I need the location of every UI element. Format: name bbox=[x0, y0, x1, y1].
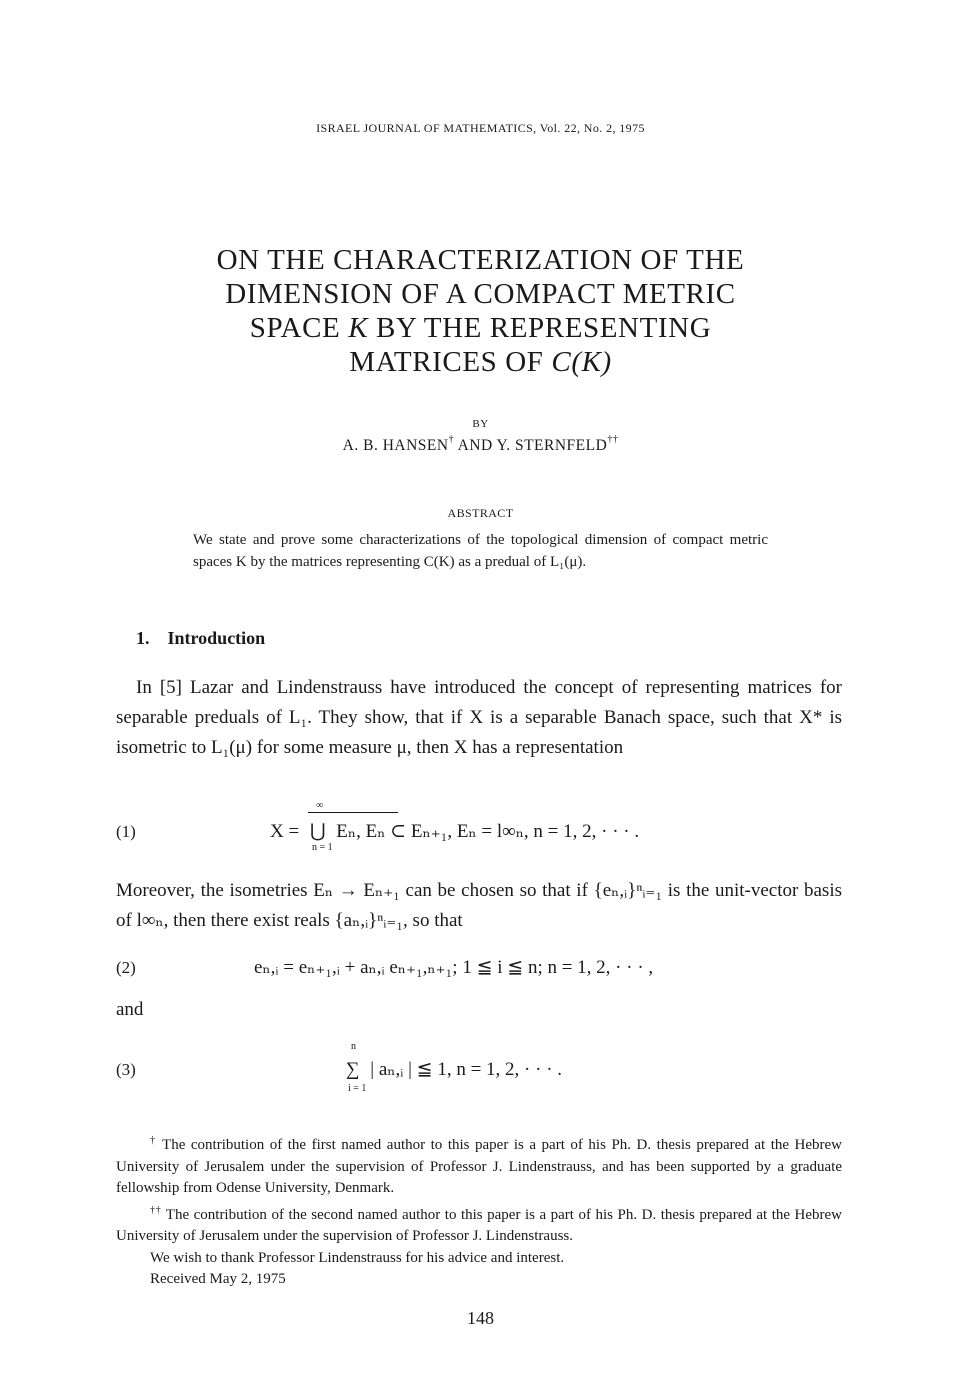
title-line-3-b: BY THE REPRESENTING bbox=[376, 312, 712, 344]
title-line-4 bbox=[0, 345, 961, 379]
union-operator bbox=[309, 800, 333, 853]
byline: BY bbox=[472, 418, 489, 430]
sum-lower-limit: i = 1 bbox=[348, 1083, 367, 1094]
title-line-2: DIMENSION OF A COMPACT METRIC bbox=[225, 278, 736, 310]
equation-3 bbox=[340, 1041, 563, 1094]
author-2-footnote-mark: †† bbox=[607, 434, 619, 445]
received-date: Received May 2, 1975 bbox=[150, 1271, 286, 1287]
closure-overline bbox=[308, 812, 398, 813]
equation-1-label: (1) bbox=[116, 822, 136, 841]
title-line-3 bbox=[0, 311, 961, 345]
author-2: Y. STERNFELD bbox=[496, 437, 608, 454]
paragraph-intro: In [5] Lazar and Lindenstrauss have introduced the concept of representing matrices for separable preduals of L₁. They show, that if X is a separable Banach space, such that X* is isometric to L₁(μ) for some measure μ, then X has a representation bbox=[116, 677, 842, 758]
footnote-2-mark: †† bbox=[150, 1204, 162, 1216]
equation-1-rest: Eₙ, Eₙ ⊂ Eₙ₊₁, Eₙ = l∞ₙ, n = 1, 2, · · · . bbox=[336, 821, 640, 842]
footnote-1-text: The contribution of the first named author to this paper is a part of his Ph. D. thesis prepared at the Hebrew University of Jerusalem under the supervision of Professor J. Lindenstrauss, and has been supported by a graduate fellowship from Odense University, Denmark. bbox=[116, 1137, 843, 1196]
paragraph-moreover: Moreover, the isometries Eₙ → Eₙ₊₁ can be chosen so that if {eₙ,ᵢ}ⁿᵢ₌₁ is the unit-vector basis of l∞ₙ, then there exist reals {aₙ,ᵢ}ⁿᵢ₌₁, so that bbox=[116, 880, 842, 931]
page-number: 148 bbox=[467, 1308, 494, 1328]
title-line-4-a: MATRICES OF bbox=[349, 346, 544, 378]
author-1: A. B. HANSEN bbox=[342, 437, 449, 454]
equation-1 bbox=[270, 800, 640, 853]
title-ck: C(K) bbox=[551, 346, 612, 378]
union-symbol: ⋃ bbox=[309, 821, 326, 842]
paper-title bbox=[0, 243, 961, 379]
equation-1-lhs: X = bbox=[270, 821, 300, 842]
footnote-2-text: The contribution of the second named author to this paper is a part of his Ph. D. thesis prepared at the Hebrew University of Jerusalem under the supervision of Professor J. Lindenstrauss. bbox=[116, 1206, 843, 1244]
union-lower-limit: n = 1 bbox=[311, 842, 333, 853]
author-1-footnote-mark: † bbox=[448, 434, 455, 445]
paragraph-and: and bbox=[116, 999, 144, 1020]
authors-and: AND bbox=[457, 437, 493, 454]
section-heading bbox=[136, 628, 265, 649]
section-number: 1. bbox=[136, 628, 150, 648]
running-head: ISRAEL JOURNAL OF MATHEMATICS, Vol. 22, No. 2, 1975 bbox=[316, 121, 645, 135]
sum-operator bbox=[346, 1041, 367, 1094]
footnote-1-mark: † bbox=[150, 1135, 157, 1146]
sum-symbol: ∑ bbox=[346, 1059, 360, 1080]
equation-3-label: (3) bbox=[116, 1060, 136, 1079]
footnote-2 bbox=[116, 1200, 842, 1248]
footnote-1 bbox=[116, 1130, 842, 1200]
union-upper-limit: ∞ bbox=[315, 800, 324, 811]
acknowledgment: We wish to thank Professor Lindenstrauss for his advice and interest. bbox=[150, 1249, 565, 1266]
abstract-heading: ABSTRACT bbox=[447, 506, 514, 520]
title-k: K bbox=[348, 312, 369, 344]
authors bbox=[0, 434, 961, 455]
title-line-1: ON THE CHARACTERIZATION OF THE bbox=[216, 244, 745, 276]
footnotes bbox=[116, 1130, 842, 1291]
abstract-text: We state and prove some characterizations of the topological dimension of compact metric spaces K by the matrices representing C(K) as a predual of L₁(μ). bbox=[193, 532, 768, 570]
sum-upper-limit: n bbox=[351, 1041, 356, 1052]
section-title: Introduction bbox=[167, 628, 266, 648]
equation-2: eₙ,ᵢ = eₙ₊₁,ᵢ + aₙ,ᵢ eₙ₊₁,ₙ₊₁; 1 ≦ i ≦ n; n = 1, 2, · · · , bbox=[254, 957, 654, 978]
equation-2-label: (2) bbox=[116, 958, 136, 977]
equation-3-rest: | aₙ,ᵢ | ≦ 1, n = 1, 2, · · · . bbox=[370, 1059, 563, 1080]
title-line-3-a: SPACE bbox=[249, 312, 341, 344]
